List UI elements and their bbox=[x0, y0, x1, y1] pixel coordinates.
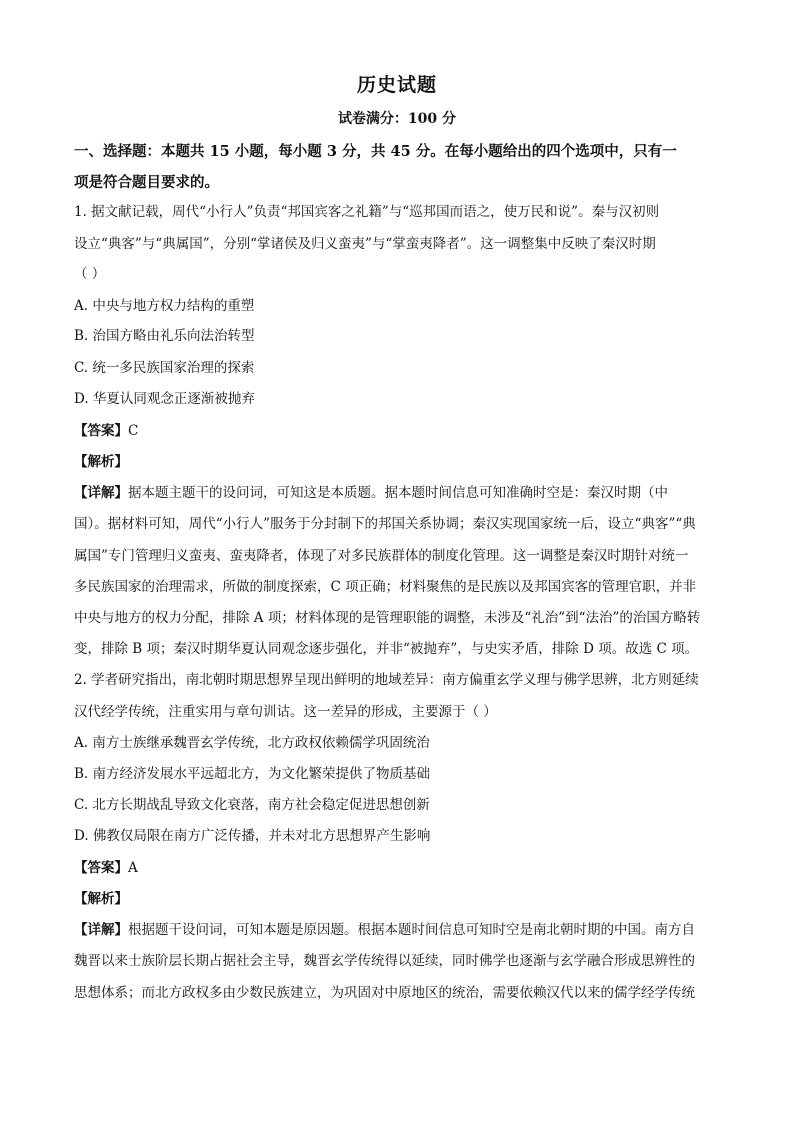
question-2-detail-line: 魏晋以来士族阶层长期占据社会主导，魏晋玄学传统得以延续，同时佛学也逐渐与玄学融合形成思辨性的 bbox=[74, 953, 695, 969]
question-1-detail-line: 国）。据材料可知，周代“小行人”服务于分封制下的邦国关系协调；秦汉实现国家统一后，设立“典客”“典 bbox=[74, 516, 696, 532]
question-1-option-a: A. 中央与地方权力结构的重塑 bbox=[74, 298, 255, 314]
question-1-detail bbox=[74, 483, 724, 503]
detail-text: 据本题主题干的设问词，可知这是本质题。据本题时间信息可知准确时空是：秦汉时期（中 bbox=[128, 485, 668, 501]
question-2-detail bbox=[74, 920, 724, 940]
question-2-option-c: C. 北方长期战乱导致文化衰落，南方社会稳定促进思想创新 bbox=[74, 797, 430, 813]
answer-value: C bbox=[128, 423, 139, 439]
question-1-option-b: B. 治国方略由礼乐向法治转型 bbox=[74, 328, 255, 344]
question-1-detail-line: 变，排除 B 项；秦汉时期华夏认同观念逐步强化，并非“被抛弃”，与史实矛盾，排除 D 项。故选 C 项。 bbox=[74, 641, 699, 657]
question-1-detail-line: 属国”专门管理归义蛮夷、蛮夷降者，体现了对多民族群体的制度化管理。这一调整是秦汉时期针对统一 bbox=[74, 548, 689, 564]
detail-tag: 【详解】 bbox=[74, 922, 128, 938]
answer-tag: 【答案】 bbox=[74, 860, 128, 876]
question-2-option-b: B. 南方经济发展水平远超北方，为文化繁荣提供了物质基础 bbox=[74, 766, 431, 782]
page-title: 历史试题 bbox=[356, 74, 437, 96]
detail-tag: 【详解】 bbox=[74, 485, 128, 501]
question-2-detail-line: 思想体系；而北方政权多由少数民族建立，为巩固对中原地区的统治，需要依赖汉代以来的儒学经学传统 bbox=[74, 985, 695, 1001]
question-2-option-a: A. 南方士族继承魏晋玄学传统，北方政权依赖儒学巩固统治 bbox=[74, 735, 430, 751]
question-1-answer bbox=[74, 421, 724, 441]
answer-value: A bbox=[128, 860, 138, 876]
question-2-analysis-tag bbox=[74, 889, 724, 909]
analysis-tag: 【解析】 bbox=[74, 454, 128, 470]
question-2-stem: 2. 学者研究指出，南北朝时期思想界呈现出鲜明的地域差异：南方偏重玄学义理与佛学思辨，北方则延续 bbox=[74, 672, 699, 688]
section-heading bbox=[74, 136, 724, 198]
answer-tag: 【答案】 bbox=[74, 423, 128, 439]
question-1-option-d: D. 华夏认同观念正逐渐被抛弃 bbox=[74, 391, 255, 407]
question-1-analysis-tag bbox=[74, 452, 724, 472]
question-2-option-d: D. 佛教仅局限在南方广泛传播，并未对北方思想界产生影响 bbox=[74, 828, 431, 844]
question-1-stem: （ ） bbox=[74, 266, 106, 282]
question-1-option-c: C. 统一多民族国家治理的探索 bbox=[74, 360, 255, 376]
detail-text: 根据题干设问词，可知本题是原因题。根据本题时间信息可知时空是南北朝时期的中国。南方自 bbox=[128, 922, 695, 938]
question-1-stem: 1. 据文献记载，周代“小行人”负责“邦国宾客之礼籍”与“巡邦国而语之，使万民和说”。秦与汉初则 bbox=[74, 204, 660, 220]
page-subtitle: 试卷满分：100 分 bbox=[337, 111, 457, 127]
question-1-detail-line: 多民族国家的治理需求，所做的制度探索，C 项正确；材料聚焦的是民族以及邦国宾客的管理官职，并非 bbox=[74, 579, 697, 595]
section-heading-line: 项是符合题目要求的。 bbox=[74, 174, 219, 191]
question-2-answer bbox=[74, 858, 724, 878]
question-1-detail-line: 中央与地方的权力分配，排除 A 项；材料体现的是管理职能的调整，未涉及“礼治”到“法治”的治国方略转 bbox=[74, 610, 701, 626]
question-1-stem: 设立“典客”与“典属国”，分别“掌诸侯及归义蛮夷”与“掌蛮夷降者”。这一调整集中反映了秦汉时期 bbox=[74, 236, 656, 252]
analysis-tag: 【解析】 bbox=[74, 891, 128, 907]
section-heading-line: 一、选择题：本题共 15 小题，每小题 3 分，共 45 分。在每小题给出的四个选项中，只有一 bbox=[74, 143, 677, 160]
question-2-stem: 汉代经学传统，注重实用与章句训诂。这一差异的形成，主要源于（ ） bbox=[74, 704, 497, 720]
